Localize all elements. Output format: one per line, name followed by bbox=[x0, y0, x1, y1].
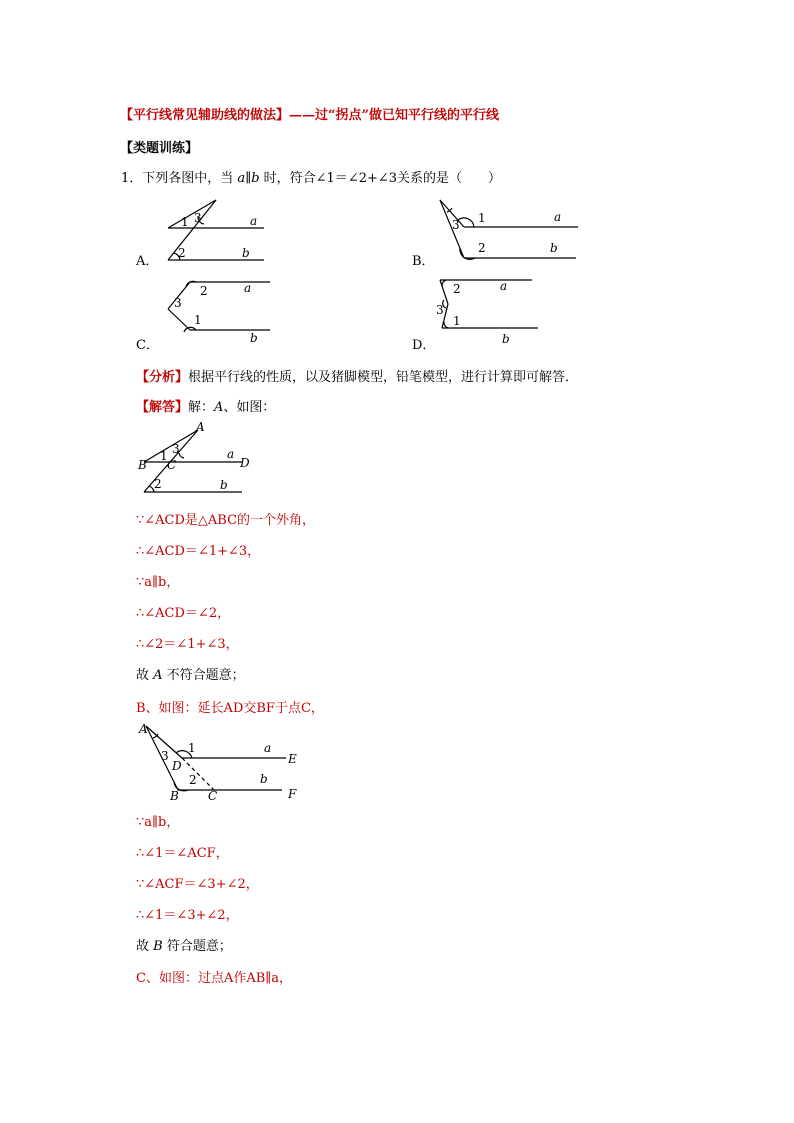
fig-d-label-1: 1 bbox=[453, 314, 461, 328]
conclusion-a-prefix: 故 bbox=[136, 668, 154, 683]
question-part2: 时，符合∠1＝∠2+∠3关系的是（ ） bbox=[259, 171, 502, 186]
solution-b-step-1: ∵a∥b， bbox=[136, 815, 180, 830]
solution-b-step-2: ∴∠1＝∠ACF， bbox=[136, 846, 229, 861]
sol-a-point-a: A bbox=[196, 420, 205, 434]
fig-b-label-1: 1 bbox=[478, 211, 486, 225]
analysis-line bbox=[136, 366, 578, 385]
solution-b-step-4: ∴∠1＝∠3+∠2， bbox=[136, 908, 239, 923]
answer-intro: 解： bbox=[188, 400, 215, 415]
sol-b-label-b: b bbox=[260, 772, 268, 786]
fig-d-label-3: 3 bbox=[436, 303, 444, 317]
conclusion-a-letter: A bbox=[153, 668, 163, 683]
answer-label-a: A bbox=[214, 400, 224, 415]
sol-a-label-2: 2 bbox=[154, 477, 162, 491]
sol-b-label-2: 2 bbox=[189, 773, 197, 787]
conclusion-b-letter: B bbox=[153, 939, 163, 954]
sol-b-point-a: A bbox=[139, 722, 148, 736]
fig-c-label-3: 3 bbox=[174, 296, 182, 310]
fig-d-label-2: 2 bbox=[453, 282, 461, 296]
conclusion-a-suffix: 不符合题意； bbox=[162, 668, 245, 683]
var-b: b bbox=[251, 171, 260, 186]
question-number: 1． bbox=[121, 171, 143, 186]
b-intro: B、如图：延长AD交BF于点C， bbox=[136, 701, 324, 716]
var-a: a bbox=[237, 171, 246, 186]
sol-a-label-1: 1 bbox=[160, 449, 168, 463]
fig-b-label-a: a bbox=[554, 210, 562, 224]
conclusion-b-suffix: 符合题意； bbox=[162, 939, 232, 954]
solution-a-step-2: ∴∠ACD＝∠1+∠3， bbox=[136, 544, 261, 559]
solution-figure-a bbox=[134, 420, 264, 500]
page-title: 【平行线常见辅助线的做法】——过“拐点”做已知平行线的平行线 bbox=[120, 108, 499, 123]
fig-c-label-b: b bbox=[250, 331, 258, 345]
fig-a-label-b: b bbox=[242, 246, 250, 260]
fig-a-label-a: a bbox=[250, 214, 258, 228]
c-intro: C、如图：过点A作AB∥a， bbox=[136, 971, 293, 986]
option-d-label: D． bbox=[412, 338, 436, 353]
sol-a-point-d: D bbox=[240, 456, 250, 470]
sol-b-label-a: a bbox=[264, 741, 272, 755]
fig-d-label-b: b bbox=[502, 332, 510, 346]
option-b-label: B． bbox=[412, 254, 435, 269]
section-heading: 【类题训练】 bbox=[120, 141, 199, 156]
conclusion-b bbox=[136, 935, 232, 954]
sol-a-label-a: a bbox=[227, 447, 235, 461]
fig-c-label-a: a bbox=[244, 281, 252, 295]
sol-b-point-c: C bbox=[208, 789, 218, 803]
conclusion-b-prefix: 故 bbox=[136, 939, 154, 954]
parallel-symbol: ∥ bbox=[245, 171, 252, 186]
sol-a-point-c: C bbox=[167, 458, 177, 472]
question-part1: 下列各图中，当 bbox=[142, 171, 238, 186]
sol-b-point-b: B bbox=[170, 789, 179, 803]
fig-a-label-2: 2 bbox=[178, 246, 186, 260]
question-text bbox=[121, 167, 501, 186]
sol-b-label-3: 3 bbox=[161, 749, 169, 763]
solution-a-step-5: ∴∠2＝∠1+∠3， bbox=[136, 637, 239, 652]
analysis-tag: 【分析】 bbox=[136, 370, 189, 385]
option-c-label: C． bbox=[136, 338, 159, 353]
figure-option-d bbox=[432, 276, 552, 346]
fig-b-label-3: 3 bbox=[452, 218, 460, 232]
figure-option-b bbox=[430, 196, 590, 266]
sol-b-label-1: 1 bbox=[188, 741, 196, 755]
sol-b-point-e: E bbox=[288, 752, 297, 766]
figure-option-c bbox=[160, 276, 280, 345]
solution-a-step-3: ∵a∥b， bbox=[136, 575, 180, 590]
sol-b-point-d: D bbox=[172, 759, 182, 773]
solution-a-step-1: ∵∠ACD是△ABC的一个外角， bbox=[136, 513, 316, 528]
fig-b-label-2: 2 bbox=[478, 241, 486, 255]
solution-a-step-4: ∴∠ACD＝∠2， bbox=[136, 606, 231, 621]
fig-c-label-1: 1 bbox=[194, 313, 202, 327]
answer-line bbox=[136, 396, 275, 415]
fig-c-label-2: 2 bbox=[200, 284, 208, 298]
sol-a-label-b: b bbox=[220, 478, 228, 492]
analysis-text: 根据平行线的性质，以及猪脚模型，铅笔模型，进行计算即可解答． bbox=[188, 370, 579, 385]
answer-tag: 【解答】 bbox=[136, 400, 189, 415]
conclusion-a bbox=[136, 664, 245, 683]
sol-b-point-f: F bbox=[288, 787, 297, 801]
solution-figure-b bbox=[136, 720, 306, 804]
fig-d-label-a: a bbox=[500, 279, 508, 293]
answer-intro-tail: 、如图： bbox=[223, 400, 276, 415]
fig-b-label-b: b bbox=[550, 241, 558, 255]
solution-b-step-3: ∵∠ACF＝∠3+∠2， bbox=[136, 877, 259, 892]
fig-a-label-1: 1 bbox=[181, 215, 189, 229]
fig-a-label-3: 3 bbox=[194, 211, 202, 225]
sol-a-label-3: 3 bbox=[172, 442, 180, 456]
option-a-label: A． bbox=[136, 254, 159, 269]
sol-a-point-b: B bbox=[138, 458, 147, 472]
